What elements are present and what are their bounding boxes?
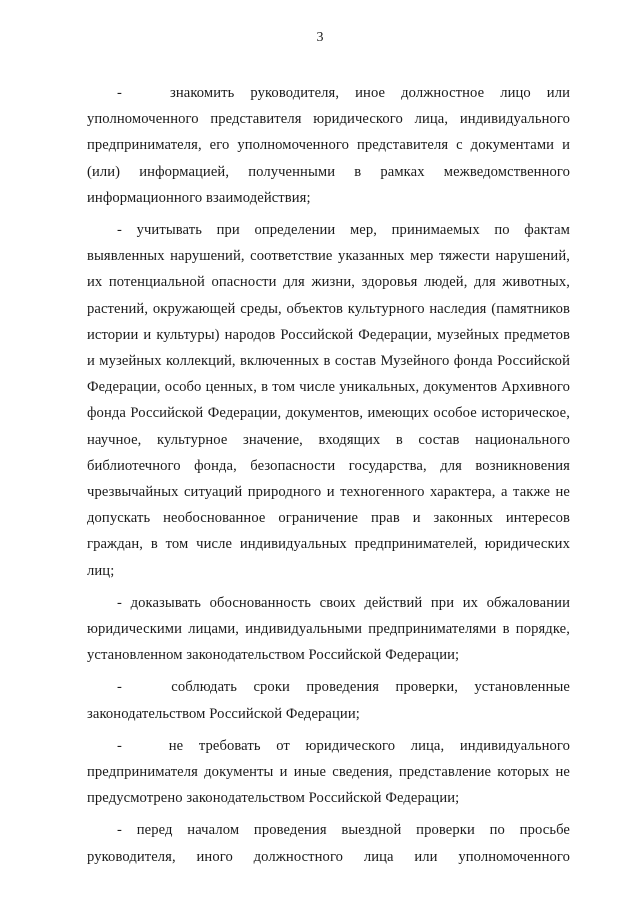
page-number: 3 [316, 30, 324, 45]
paragraph-familiarize: - знакомить руководителя, иное должностное лицо или уполномоченного представителя юридического лица, индивидуального предпринимателя, его уполномоченного представителя с документами и (или) информацией, полученными в рамках межведомственного информационного взаимодействия; [87, 85, 570, 206]
paragraph-prove-validity: - доказывать обоснованность своих действий при их обжаловании юридическими лицами, индивидуальными предпринимателями в порядке, установленном законодательством Российской Федерации; [87, 594, 570, 664]
paragraph-not-require-documents: - не требовать от юридического лица, индивидуального предпринимателя документы и иные сведения, представление которых не предусмотрено законодательством Российской Федерации; [87, 737, 570, 807]
paragraph-before-inspection: - перед началом проведения выездной проверки по просьбе руководителя, иного должностного лица или уполномоченного [87, 822, 570, 865]
paragraph-consider-measures: - учитывать при определении мер, принимаемых по фактам выявленных нарушений, соответствие указанных мер тяжести нарушений, их потенциальной опасности для жизни, здоровья людей, для животных, растений, окружающей среды, объектов культурного наследия (памятников истории и культуры) народов Российской Федерации, музейных предметов и музейных коллекций, включенных в состав Музейного фонда Российской Федерации, особо ценных, в том числе уникальных, документов Архивного фонда Российской Федерации, документов, имеющих особое историческое, научное, культурное значение, входящих в состав национального библиотечного фонда, безопасности государства, для возникновения чрезвычайных ситуаций природного и техногенного характера, а также не допускать необоснованное ограничение прав и законных интересов граждан, в том числе индивидуальных предпринимателей, юридических лиц; [87, 222, 570, 579]
paragraph-observe-deadlines: - соблюдать сроки проведения проверки, установленные законодательством Российской Федерации; [87, 679, 570, 722]
document-body [87, 80, 570, 876]
